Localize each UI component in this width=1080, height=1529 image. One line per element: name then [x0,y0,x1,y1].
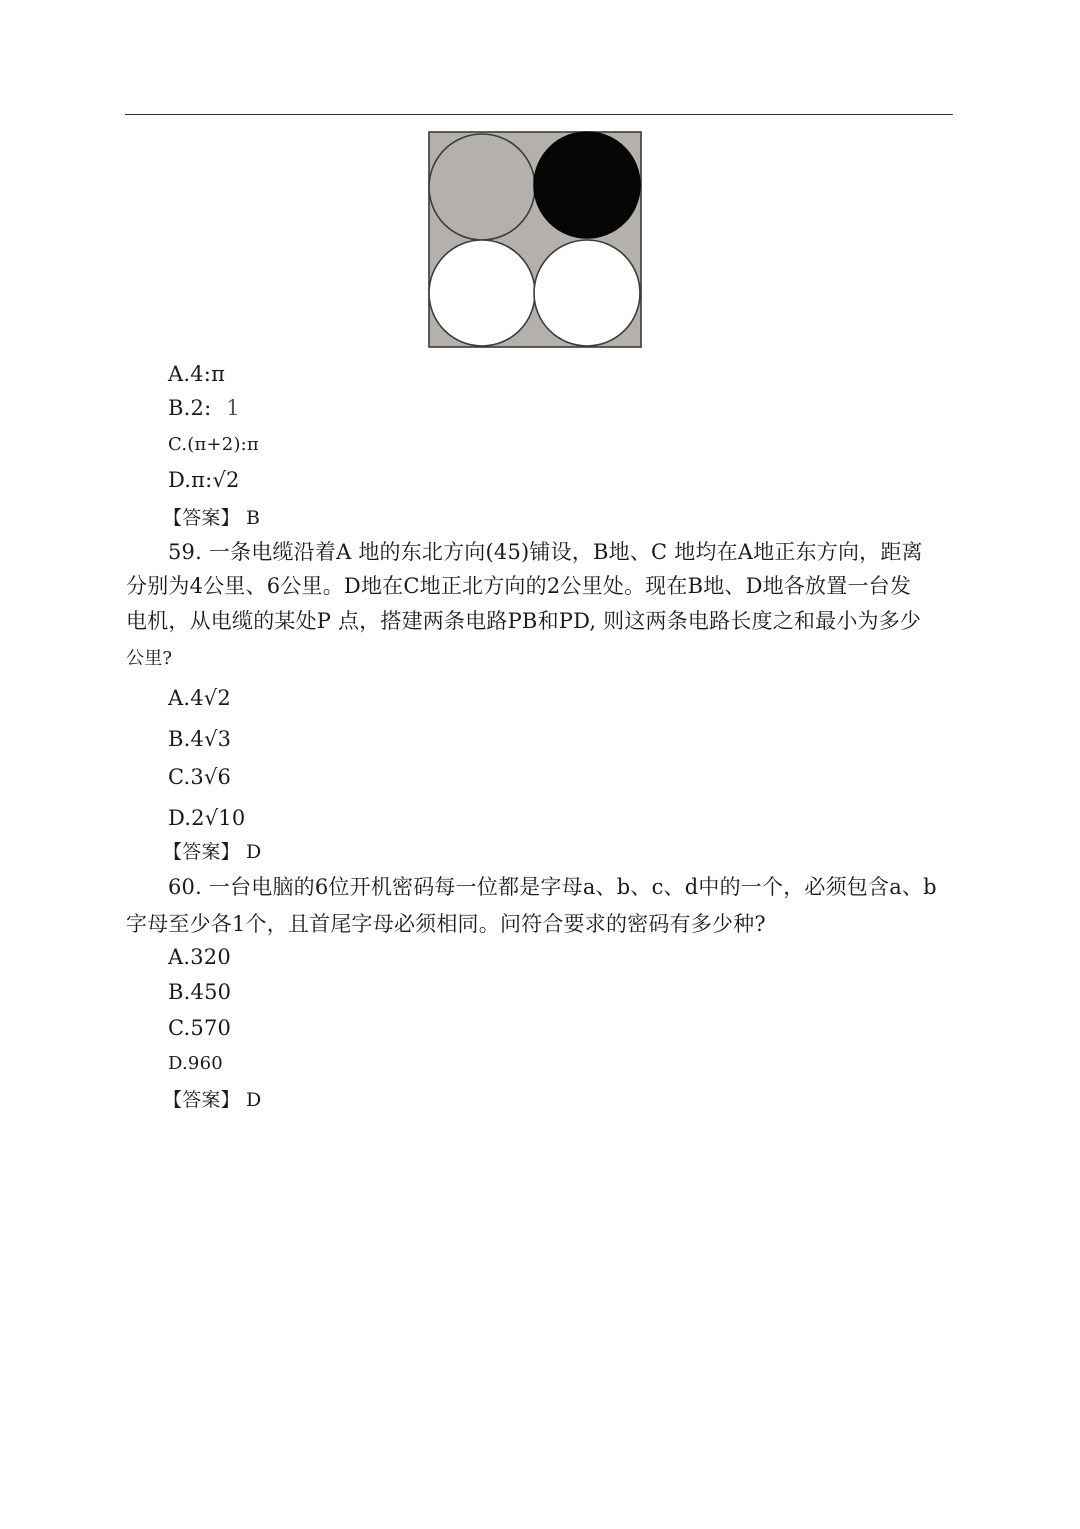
q60-option-b: B.450 [168,980,232,1004]
header-rule [125,114,953,115]
q60-option-a: A.320 [168,945,231,969]
q59-option-c: C.3√6 [168,765,232,789]
four-circles-figure [428,131,642,348]
q58-answer: 【答案】 B [163,507,261,529]
q59-option-a: A.4√2 [168,686,231,710]
q59-stem-line-1: 59. 一条电缆沿着A 地的东北方向(45)铺设，B地、C 地均在A地正东方向，距离 [168,540,923,564]
q58-option-b [168,394,240,422]
four-circles-svg [428,131,642,348]
q59-option-b: B.4√3 [168,727,232,751]
gray-circle [429,134,535,240]
q59-stem-line-2: 分别为4公里、6公里。D地在C地正北方向的2公里处。现在B地、D地各放置一台发 [126,574,912,598]
q58-option-b-prefix: B.2: [168,396,212,420]
q58-option-b-value: 1 [226,396,240,420]
black-circle [534,132,640,238]
q60-answer: 【答案】 D [163,1089,262,1111]
q60-stem-line-1: 60. 一台电脑的6位开机密码每一位都是字母a、b、c、d中的一个，必须包含a、b [168,875,937,899]
white-circle-left [429,240,535,346]
q58-option-a: A.4:π [168,362,226,386]
q59-stem-line-3: 电机，从电缆的某处P 点，搭建两条电路PB和PD, 则这两条电路长度之和最小为多少 [126,609,922,633]
q60-option-c: C.570 [168,1016,232,1040]
q59-answer: 【答案】 D [163,841,262,863]
q60-option-d: D.960 [168,1053,223,1074]
q59-stem-line-4: 公里? [126,648,173,669]
q58-option-d: D.π:√2 [168,468,240,492]
white-circle-right [534,240,640,346]
q60-stem-line-2: 字母至少各1个，且首尾字母必须相同。问符合要求的密码有多少种? [126,912,766,936]
q59-option-d: D.2√10 [168,806,246,830]
q58-option-c: C.(π+2):π [168,434,259,455]
